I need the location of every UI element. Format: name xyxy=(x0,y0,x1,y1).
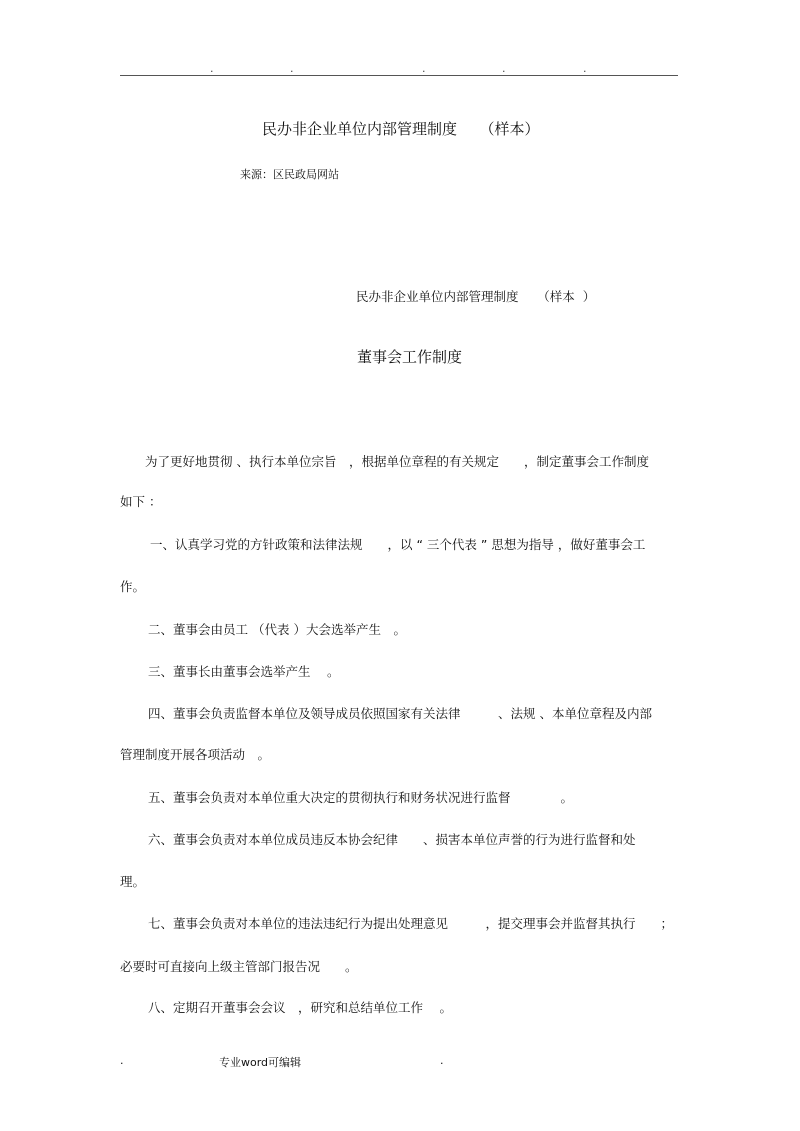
footer-label: 专业word可编辑 xyxy=(219,1056,302,1069)
header-dot: . xyxy=(290,62,294,75)
item-6-line: 理。 xyxy=(120,874,146,889)
document-title: 民办非企业单位内部管理制度 （样本） xyxy=(262,120,540,138)
header-dot: . xyxy=(502,62,506,75)
item-4-line: 管理制度开展各项活动 。 xyxy=(120,747,271,762)
item-2: 二、董事会由员工 （代表 ）大会选举产生 。 xyxy=(148,622,406,637)
header-dot: . xyxy=(583,62,587,75)
footer-dot: . xyxy=(440,1054,444,1067)
item-4-line: 四、董事会负责监督本单位及领导成员依照国家有关法律 、法规 、本单位章程及内部 xyxy=(148,706,652,721)
section-title: 董事会工作制度 xyxy=(357,348,463,366)
intro-paragraph-line: 为了更好地贯彻 、执行本单位宗旨 ，根据单位章程的有关规定 ，制定董事会工作制度 xyxy=(145,454,649,469)
header-rule xyxy=(120,75,678,76)
item-1-line: 一、认真学习党的方针政策和法律法规 ，以 “ 三个代表 ” 思想为指导 ，做好董事会工 xyxy=(150,537,646,552)
source-line: 来源：区民政局网站 xyxy=(240,168,339,181)
intro-paragraph-line: 如下 ： xyxy=(120,494,162,509)
item-1-line: 作。 xyxy=(120,579,146,594)
item-8: 八、定期召开董事会会议 ，研究和总结单位工作 。 xyxy=(148,1000,452,1015)
header-dot: . xyxy=(210,62,214,75)
item-6-line: 六、董事会负责对本单位成员违反本协会纪律 、损害本单位声誉的行为进行监督和处 xyxy=(148,832,636,847)
item-5: 五、董事会负责对本单位重大决定的贯彻执行和财务状况进行监督 。 xyxy=(148,790,574,805)
item-3: 三、董事长由董事会选举产生 。 xyxy=(148,664,340,679)
footer-dot: . xyxy=(120,1054,124,1067)
item-7-line: 必要时可直接向上级主管部门报告况 。 xyxy=(120,959,358,974)
item-7-line: 七、董事会负责对本单位的违法违纪行为提出处理意见 ，提交理事会并监督其执行 ； xyxy=(148,916,674,931)
header-dot: . xyxy=(422,62,426,75)
document-subtitle: 民办非企业单位内部管理制度 （样本 ） xyxy=(356,289,596,304)
